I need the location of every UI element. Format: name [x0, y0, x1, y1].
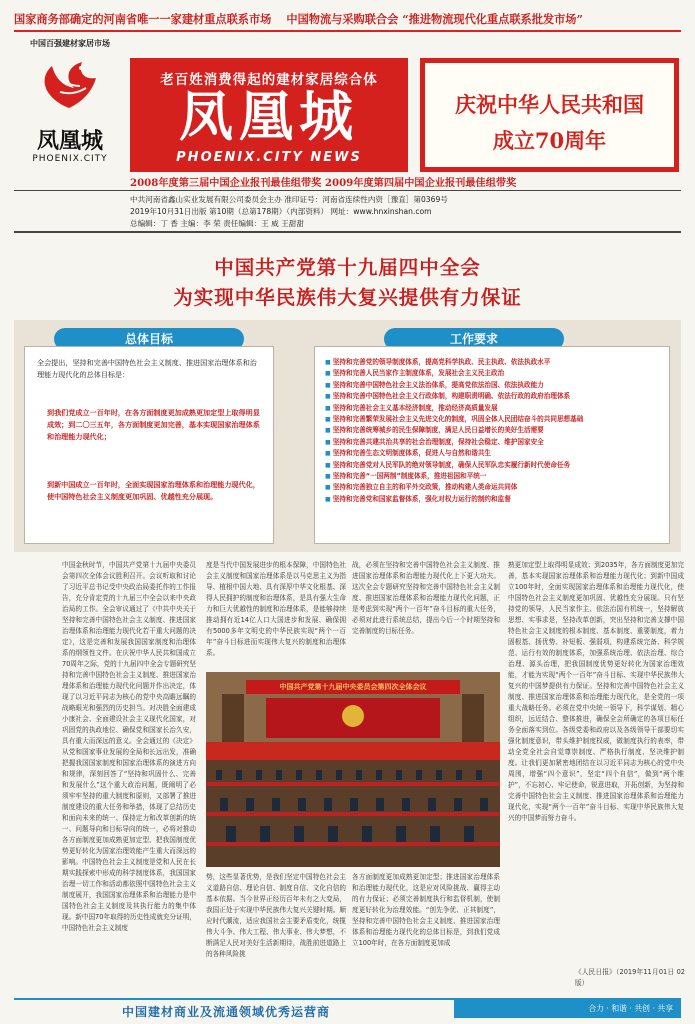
work-requirement-item: ■ 坚持和完善统筹城乡的民生保障制度，满足人民日益增长的美好生活需要 — [325, 425, 635, 436]
work-requirement-item: ■ 坚持和完善生态文明制度体系，促进人与自然和谐共生 — [325, 448, 635, 459]
footer-values: 合力 · 和谐 · 共创 · 共享 — [454, 1000, 681, 1018]
logo-english: PHOENIX.CITY — [32, 154, 108, 164]
goal-stage-2: 到新中国成立一百年时，全面实现国家治理体系和治理能力现代化，使中国特色社会主义制度更加巩固、优越性充分展现。 — [47, 480, 260, 501]
top-banner — [14, 8, 681, 32]
celebration-box — [420, 58, 679, 172]
article-column-1: 中国金秋时节，中国共产党第十九届中央委员会第四次全体会议胜利召开。会议听取和讨论了习近平总书记受中央政治局委托作的工作报告，充分肯定党的十九届三中全会以来中央政治局的工作。全会审议通过了《中共中央关于坚持和完善中国特色社会主义制度、推进国家治理体系和治理能力现代化若干重大问题的决定》，这是完善和发展我国国家制度和治理体系的纲领性文件。在庆祝中华人民共和国成立70周年之际，党的十九届四中全会专题研究坚持和完善中国特色社会主义制度、推进国家治理体系和治理能力现代化问题并作出决定，体现了以习近平同志为核心的党中央高瞻远瞩的战略眼光和强烈的历史担当。对决胜全面建成小康社会、全面建设社会主义现代化国家，对巩固党的执政地位、确保党和国家长治久安，具有重大而深远的意义。全会通过的《决定》从党和国家事业发展的全局和长远出发，准确把握我国国家制度和国家治理体系的演进方向和规律，深刻回答了“坚持和巩固什么、完善和发展什么”这个重大政治问题，既阐明了必须牢牢坚持的重大制度和原则，又部署了推进制度建设的重大任务和举措，体现了总结历史和面向未来的统一、保持定力和改革创新的统一、问题导向和目标导向的统一，必将对推动各方面制度更加成熟更加定型、把我国制度优势更好转化为国家治理效能产生重大而深远的影响。中国特色社会主义制度是党和人民在长期实践探索中形成的科学制度体系，我国国家治理一切工作和活动都依照中国特色社会主义制度展开，我国国家治理体系和治理能力是中国特色社会主义制度及其执行能力的集中体现。新中国70年取得的历史性成就充分证明，中国特色社会主义制度 — [62, 561, 196, 932]
phoenix-bird-icon — [34, 58, 104, 114]
goal-stage-1: 到我们党成立一百年时，在各方面制度更加成熟更加定型上取得明显成效；到二〇三五年，各方面制度更加完善，基本实现国家治理体系和治理能力现代化； — [47, 408, 260, 441]
masthead-title-en: PHOENIX.CITY NEWS — [176, 150, 362, 165]
logo-chinese: 凤凰城 — [36, 128, 103, 154]
headline-line-1: 中国共产党第十九届四中全会 — [214, 256, 481, 279]
award-line: 2008年度第三届中国企业报刊最佳组带奖 2009年度第四届中国企业报刊最佳组带奖 — [130, 177, 517, 189]
work-requirement-item: ■ 坚持和完善中国特色社会主义法治体系，提高党依法治国、依法执政能力 — [325, 380, 635, 391]
masthead-title: 凤凰城 — [179, 84, 359, 148]
work-requirement-item: ■ 坚持和完善“一国两制”制度体系，推进祖国和平统一 — [325, 471, 635, 482]
logo-tagline: 中国百强建材家居市场 — [30, 38, 110, 48]
summary-panel — [14, 320, 681, 552]
article-column-3b: 各方面制度更加成熟更加定型；推进国家治理体系和治理能力现代化，这是应对风险挑战、赢得主动的有力保证；必须完善制度执行和监督机制，使制度更好转化为治理效能。“创先争优、正其制度”，坚持和完善中国特色社会主义制度、推进国家治理体系和治理能力现代化的总体目标是，到我们党成立100年时，在各方面制度更加成 — [352, 873, 500, 947]
phoenix-logo — [14, 38, 126, 166]
article-column-2b: 势，这些显著优势，是我们坚定中国特色社会主义道路自信、理论自信、制度自信、文化自信的基本依据。当今世界正经历百年未有之大变局，我国正处于实现中华民族伟大复兴关键时期。顺应时代潮流，适应我国社会主要矛盾变化，统揽伟大斗争、伟大工程、伟大事业、伟大梦想，不断满足人民对美好生活新期待，战胜前进道路上的各种风险挑 — [206, 873, 346, 958]
footer-bar — [14, 998, 681, 1018]
publisher-line: 中共河南省鑫山实业发展有限公司委员会主办 准印证号：河南省连续性内资［豫直］第0369号 — [130, 195, 448, 204]
goal-panel-body — [24, 346, 274, 544]
work-requirement-item: ■ 坚持和完善繁荣发展社会主义先进文化的制度，巩固全体人民团结奋斗的共同思想基础 — [325, 414, 635, 425]
work-requirement-item: ■ 坚持和完善党对人民军队的绝对领导制度，确保人民军队忠实履行新时代使命任务 — [325, 460, 635, 471]
work-requirement-item: ■ 坚持和完善党的领导制度体系，提高党科学执政、民主执政、依法执政水平 — [325, 357, 635, 368]
top-banner-left: 国家商务部确定的河南省唯一一家建材重点联系市场 — [14, 12, 272, 26]
headline-line-2: 为实现中华民族伟大复兴提供有力保证 — [173, 286, 522, 309]
editor-line: 总编辑：丁 香 主编：李 荣 责任编辑：王 威 王甜甜 — [130, 219, 304, 228]
work-panel-body — [314, 346, 670, 544]
divider — [14, 190, 681, 191]
photo-banner: 中国共产党第十九届中央委员会第四次全体会议 — [279, 683, 427, 691]
masthead-tagline: 老百姓消费得起的建材家居综合体 — [160, 72, 378, 88]
work-requirement-item: ■ 坚持和完善党和国家监督体系，强化对权力运行的制约和监督 — [325, 494, 635, 505]
top-banner-right: 中国物流与采购联合会 “推进物流现代化重点联系批发市场” — [286, 12, 583, 26]
goal-intro: 全会提出，坚持和完善中国特色社会主义制度、推进国家治理体系和治理能力现代化的总体目标是： — [37, 358, 257, 379]
celebration-line-2: 成立70周年 — [492, 128, 607, 153]
article-column-4: 熟更加定型上取得明显成效；到2035年，各方面制度更加完善，基本实现国家治理体系和治理能力现代化；到新中国成立100年时，全面实现国家治理体系和治理能力现代化，使中国特色社会主义制度更加巩固、优越性充分展现。只有坚持党的领导，人民当家作主、依法治国有机统一，坚持解放思想、实事求是，坚持改革创新，突出坚持和完善支撑中国特色社会主义制度的根本制度、基本制度、重要制度，着力固根基、扬优势、补短板、强弱项，构建系统完备、科学规范、运行有效的制度体系，加强系统治理、依法治理、综合治理、源头治理，把我国制度优势更好转化为国家治理效能，才能为实现“两个一百年”奋斗目标、实现中华民族伟大复兴的中国梦提供有力保证。坚持和完善中国特色社会主义制度、推进国家治理体系和治理能力现代化，是全党的一项重大战略任务。必须在党中央统一领导下，科学谋划、精心组织，远近结合、整体推进，确保全会所确定的各项目标任务全面落实到位。各级党委和政府以及各级领导干部要切实强化制度意识，带头维护制度权威，做制度执行的表率，带动全党全社会自觉尊崇制度、严格执行制度、坚决维护制度。让我们更加紧密地团结在以习近平同志为核心的党中央周围，增强“四个意识”，坚定“四个自信”，做到“两个维护”，不忘初心、牢记使命，锐意进取，开拓创新，为坚持和完善中国特色社会主义制度、推进国家治理体系和治理能力现代化，实现“两个一百年”奋斗目标、实现中华民族伟大复兴的中国梦而努力奋斗。 — [508, 561, 684, 822]
work-requirement-item: ■ 坚持和完善共建共治共享的社会治理制度，保持社会稳定、维护国家安全 — [325, 437, 635, 448]
footer-slogan: 中国建材商业及流通领域优秀运营商 — [121, 1005, 330, 1019]
meeting-hall-illustration — [206, 672, 500, 867]
work-requirement-item: ■ 坚持和完善人民当家作主制度体系，发展社会主义民主政治 — [325, 368, 635, 379]
work-requirement-item: ■ 坚持和完善中国特色社会主义行政体制，构建职责明确、依法行政的政府治理体系 — [325, 391, 635, 402]
celebration-line-1: 庆祝中华人民共和国 — [455, 92, 644, 117]
work-requirement-item: ■ 坚持和完善独立自主的和平外交政策，推动构建人类命运共同体 — [325, 482, 635, 493]
work-panel-title: 工作要求 — [384, 328, 564, 350]
issue-line: 2019年10月31日出版 第10期（总第178期）（内部资料） 网址：www.hnxinshan.com — [130, 207, 432, 216]
work-requirement-item: ■ 坚持和完善社会主义基本经济制度，推动经济高质量发展 — [325, 403, 635, 414]
article-column-3: 战，必须在坚持和完善中国特色社会主义制度、推进国家治理体系和治理能力现代化上下更大功夫。这次全会专题研究坚持和完善中国特色社会主义制度、推进国家治理体系和治理能力现代化问题，正是考虑到实现“两个一百年”奋斗目标的重大任务，必须对此进行系统总结，提出今后一个时期坚持和完善制度的目标任务。 — [352, 561, 500, 635]
masthead — [130, 58, 408, 172]
plenary-session-photo — [206, 672, 500, 867]
article-source: 《人民日报》（2019年11月01日 02版） — [575, 968, 685, 987]
goal-panel-title: 总体目标 — [54, 328, 244, 350]
divider — [14, 231, 681, 233]
article-column-2: 度是当代中国发展进步的根本保障，中国特色社会主义制度和国家治理体系是以马克思主义为指导、植根中国大地、具有深厚中华文化根基、深得人民拥护的制度和治理体系，是具有强大生命力和巨大优越性的制度和治理体系，是能够持续推动拥有近14亿人口大国进步和发展、确保拥有5000多年文明史的中华民族实现“两个一百年”奋斗目标进而实现伟大复兴的制度和治理体系。 — [206, 561, 346, 657]
work-requirements-list — [325, 357, 635, 505]
